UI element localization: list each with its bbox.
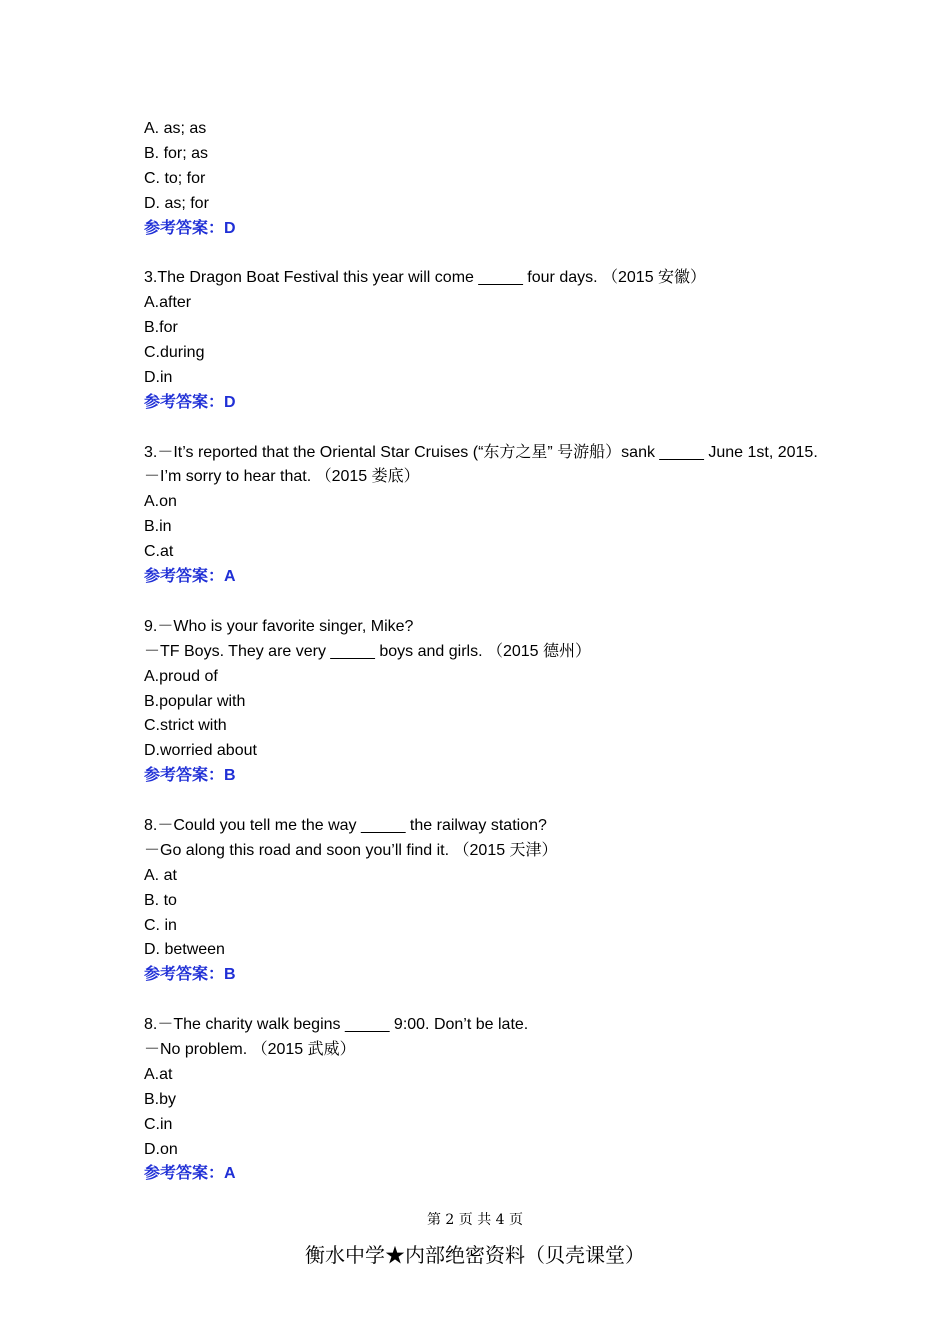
reference-answer: 参考答案：A	[144, 568, 236, 586]
question-block	[144, 615, 824, 789]
option-b: B.by	[144, 1090, 177, 1108]
spacer	[144, 789, 824, 814]
dialogue-reply: －No problem. （2015 武威）	[144, 1040, 356, 1058]
question-text: 3.－It’s reported that the Oriental Star Cruises (“东方之星” 号游船）sank _____ June 1st, 2015.	[144, 443, 818, 461]
spacer	[144, 416, 824, 441]
reference-answer: 参考答案：A	[144, 1165, 236, 1183]
page-footer: 衡水中学★内部绝密资料（贝壳课堂）	[305, 1243, 645, 1267]
option-a: A.after	[144, 294, 192, 312]
option-d: D.in	[144, 368, 173, 386]
option-b: B.popular with	[144, 692, 246, 710]
dialogue-reply: －I’m sorry to hear that. （2015 娄底）	[144, 468, 420, 486]
question-text: 9.－Who is your favorite singer, Mike?	[144, 617, 414, 635]
option-a: A. as; as	[144, 120, 207, 137]
option-b: B. for; as	[144, 144, 209, 162]
option-c: C. in	[144, 916, 177, 934]
reference-answer: 参考答案：B	[144, 966, 236, 984]
option-a: A.on	[144, 493, 177, 511]
dialogue-reply: －Go along this road and soon you’ll find it. （2015 天津）	[144, 841, 558, 859]
reference-answer: 参考答案：D	[144, 393, 236, 411]
option-d: D. as; for	[144, 194, 209, 212]
option-a: A. at	[144, 866, 177, 884]
option-c: C.in	[144, 1115, 173, 1133]
question-block	[144, 441, 824, 590]
spacer	[144, 241, 824, 266]
option-b: B.for	[144, 319, 178, 337]
reference-answer: 参考答案：B	[144, 767, 236, 785]
spacer	[144, 590, 824, 615]
question-text: 8.－Could you tell me the way _____ the railway station?	[144, 816, 547, 834]
option-c: C. to; for	[144, 169, 206, 187]
option-d: D.worried about	[144, 742, 257, 760]
option-b: B. to	[144, 891, 177, 909]
reference-answer: 参考答案：D	[144, 219, 236, 237]
option-a: A.proud of	[144, 667, 218, 685]
option-c: C.during	[144, 344, 205, 362]
question-text: 8.－The charity walk begins _____ 9:00. Don’t be late.	[144, 1016, 529, 1034]
question-block	[144, 814, 824, 988]
page-number: 第 2 页 共 4 页	[426, 1212, 524, 1228]
option-d: D.on	[144, 1140, 178, 1158]
spacer	[144, 988, 824, 1013]
question-text: 3.The Dragon Boat Festival this year will come _____ four days. （2015 安徽）	[144, 269, 707, 287]
option-c: C.at	[144, 543, 174, 561]
option-a: A.at	[144, 1065, 173, 1083]
dialogue-reply: －TF Boys. They are very _____ boys and girls. （2015 德州）	[144, 642, 592, 660]
option-d: D. between	[144, 941, 225, 959]
question-block	[144, 117, 824, 241]
document-body	[144, 117, 824, 1187]
question-block	[144, 266, 824, 415]
question-block	[144, 1013, 824, 1187]
option-c: C.strict with	[144, 717, 227, 735]
option-b: B.in	[144, 518, 172, 536]
